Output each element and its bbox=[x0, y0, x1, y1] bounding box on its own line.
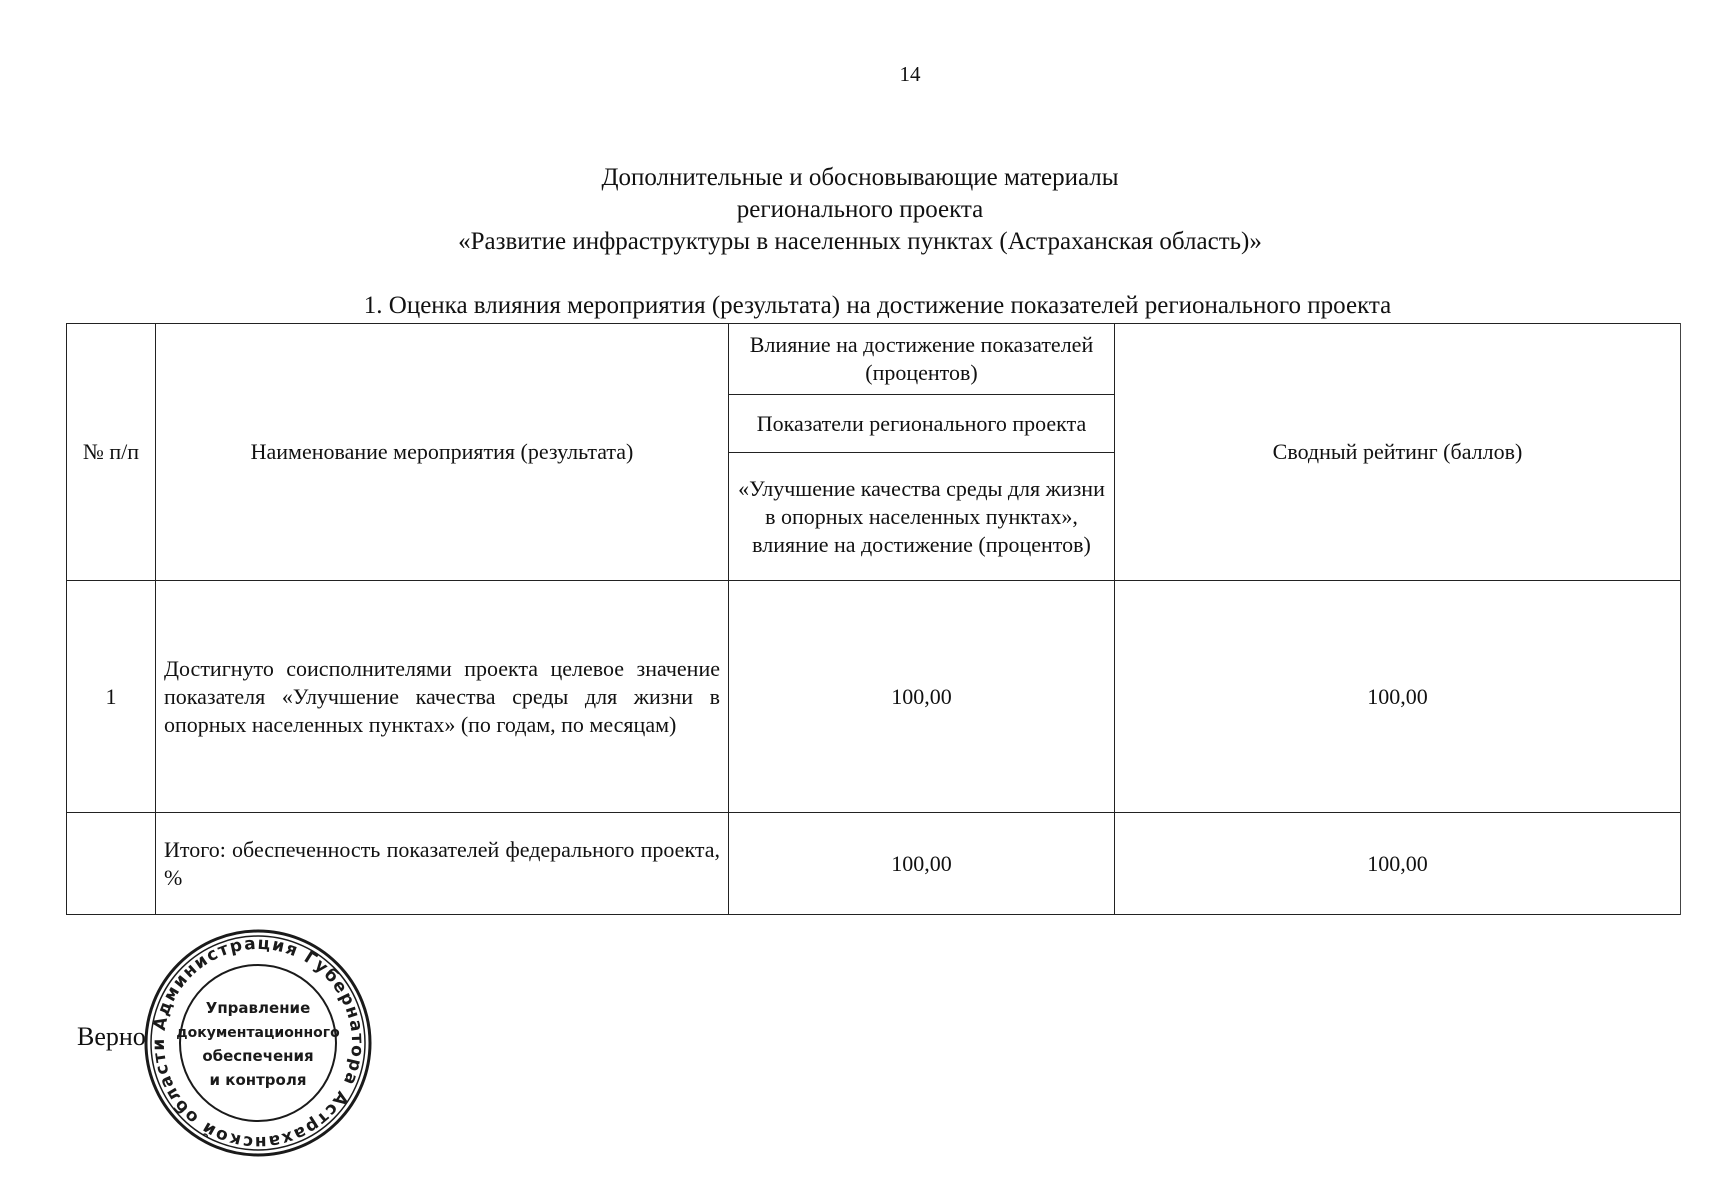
table-row bbox=[67, 581, 1681, 813]
header-number: № п/п bbox=[67, 324, 156, 581]
document-title bbox=[0, 162, 1717, 258]
total-influence: 100,00 bbox=[729, 813, 1115, 915]
document-title-line-3: «Развитие инфраструктуры в населенных пунктах (Астраханская область)» bbox=[458, 228, 1262, 255]
stamp-line-1: Управление bbox=[205, 999, 311, 1017]
page-number: 14 bbox=[899, 62, 921, 86]
document-title-line-1: Дополнительные и обосновывающие материалы bbox=[601, 164, 1119, 191]
total-rating: 100,00 bbox=[1115, 813, 1681, 915]
stamp-ring-text: Администрация Губернатора Астраханской области bbox=[148, 933, 368, 1153]
row-rating: 100,00 bbox=[1115, 581, 1681, 813]
table-row-total bbox=[67, 813, 1681, 915]
row-name: Достигнуто соисполнителями проекта целевое значение показателя «Улучшение качества среды для жизни в опорных населенных пунктах» (по годам, по месяцам) bbox=[156, 581, 729, 813]
stamp-line-4: и контроля bbox=[209, 1071, 307, 1089]
svg-text:Администрация Губернатора Астр bbox=[149, 934, 367, 1152]
total-number bbox=[67, 813, 156, 915]
table-outer-border bbox=[1680, 323, 1681, 915]
row-influence: 100,00 bbox=[729, 581, 1115, 813]
stamp-line-2: документационного bbox=[176, 1025, 340, 1041]
header-rating: Сводный рейтинг (баллов) bbox=[1115, 324, 1681, 581]
stamp-line-3: обеспечения bbox=[202, 1047, 314, 1065]
header-indicator-name: «Улучшение качества среды для жизни в опорных населенных пунктах», влияние на достижение (процентов) bbox=[729, 453, 1115, 581]
document-title-line-2: регионального проекта bbox=[736, 196, 984, 223]
official-stamp bbox=[142, 927, 374, 1164]
row-number: 1 bbox=[67, 581, 156, 813]
section-title: 1. Оценка влияния мероприятия (результата) на достижение показателей регионального проекта bbox=[363, 292, 1392, 319]
indicator-table bbox=[66, 323, 1681, 915]
header-name: Наименование мероприятия (результата) bbox=[156, 324, 729, 581]
verified-label: Верно bbox=[77, 1022, 146, 1051]
total-name: Итого: обеспеченность показателей федерального проекта, % bbox=[156, 813, 729, 915]
header-indicators: Показатели регионального проекта bbox=[729, 395, 1115, 453]
header-influence: Влияние на достижение показателей (процентов) bbox=[729, 324, 1115, 395]
